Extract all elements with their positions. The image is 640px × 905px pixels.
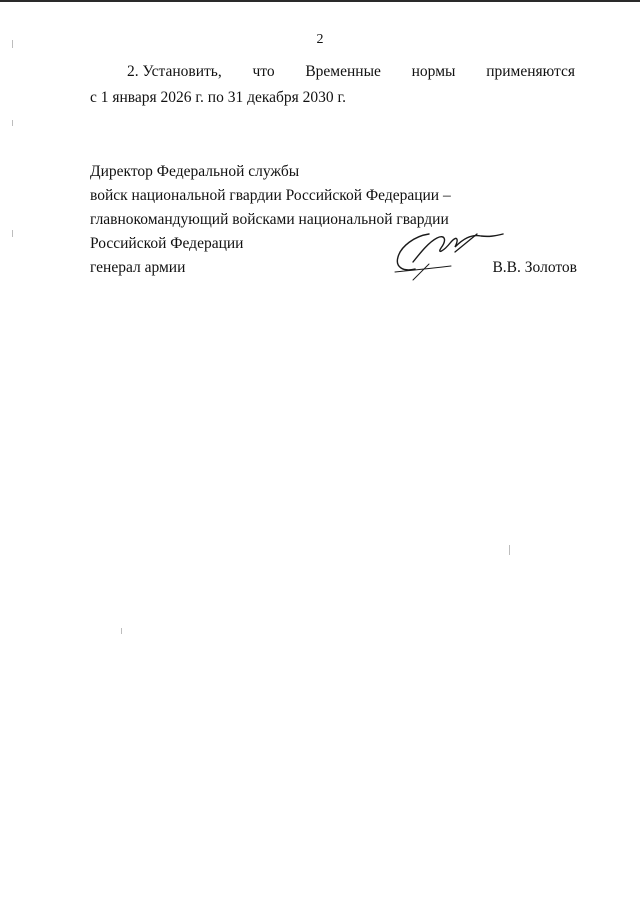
signatory-title-line: войск национальной гвардии Российской Федерации – <box>90 187 451 204</box>
signatory-name: В.В. Золотов <box>492 259 577 276</box>
signatory-rank: генерал армии <box>90 259 186 276</box>
scan-artifact <box>121 628 122 634</box>
signatory-title-line: Директор Федеральной службы <box>90 163 300 180</box>
paragraph-first-line <box>127 63 575 81</box>
signatory-title-line: Российской Федерации <box>90 235 244 252</box>
signatory-title-line: главнокомандующий войсками национальной гвардии <box>90 211 449 228</box>
scan-artifact <box>12 230 13 237</box>
scan-top-edge <box>0 0 640 2</box>
paragraph-word: применяются <box>486 63 575 80</box>
paragraph-second-line: с 1 января 2026 г. по 31 декабря 2030 г. <box>90 89 347 106</box>
paragraph-word: что <box>252 63 275 80</box>
page-number: 2 <box>316 32 324 47</box>
handwritten-signature <box>385 222 505 284</box>
paragraph-word: Временные <box>305 63 381 80</box>
paragraph-word: нормы <box>411 63 456 80</box>
paragraph-word: 2. Установить, <box>127 63 222 80</box>
scan-artifact <box>509 545 510 555</box>
scan-artifact <box>12 120 13 126</box>
